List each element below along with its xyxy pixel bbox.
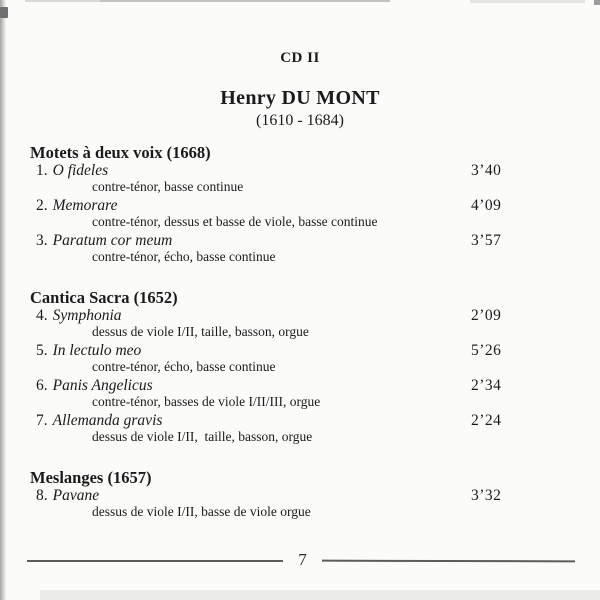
- track-title: Panis Angelicus: [52, 377, 153, 394]
- scan-top-right-mark: [594, 0, 600, 5]
- track-duration: 2’24: [471, 412, 502, 429]
- composer-name: Henry DU MONT: [220, 87, 380, 109]
- section-title: Cantica Sacra (1652): [30, 288, 178, 307]
- track-number: 6.: [36, 377, 48, 394]
- track-row: [30, 307, 572, 339]
- track-number: 2.: [36, 197, 48, 214]
- track-title: Memorare: [52, 197, 118, 214]
- scan-top-edge: [100, 0, 390, 2]
- track-duration: 3’40: [471, 162, 502, 179]
- track-line: [30, 342, 572, 360]
- track-line: [30, 377, 572, 395]
- scan-top-edge: [470, 0, 585, 3]
- track-row: [30, 162, 572, 194]
- track-performers: contre-ténor, dessus et basse de viole, basse continue: [92, 214, 378, 229]
- track-row: [30, 412, 572, 444]
- track-line: [30, 162, 572, 180]
- track-performers: dessus de viole I/II, basse de viole orgue: [92, 504, 311, 519]
- track-line: [30, 307, 572, 325]
- track-duration: 5’26: [471, 342, 502, 359]
- track-title: In lectulo meo: [52, 342, 142, 359]
- footer-rule-right: [322, 560, 575, 563]
- track-title: Pavane: [52, 487, 100, 504]
- track-performers: contre-ténor, basses de viole I/II/III, orgue: [92, 394, 321, 409]
- track-performers: contre-ténor, écho, basse continue: [92, 249, 276, 264]
- scan-corner-mark: [0, 7, 8, 18]
- track-duration: 3’57: [471, 232, 502, 249]
- cd-label: CD II: [280, 50, 320, 66]
- track-title: Paratum cor meum: [52, 232, 173, 249]
- composer-dates: (1610 - 1684): [256, 112, 344, 129]
- track-number: 3.: [36, 232, 48, 249]
- track-performers: contre-ténor, basse continue: [92, 179, 244, 194]
- footer-rule-left: [27, 560, 283, 562]
- track-row: [30, 377, 572, 409]
- track-duration: 4’09: [471, 197, 502, 214]
- track-performers: dessus de viole I/II, taille, basson, orgue: [92, 324, 309, 339]
- track-performers: dessus de viole I/II, taille, basson, orgue: [92, 429, 313, 444]
- track-line: [30, 197, 572, 215]
- track-number: 5.: [36, 342, 48, 359]
- track-title: Symphonia: [52, 307, 122, 324]
- track-row: [30, 487, 572, 519]
- track-number: 1.: [36, 162, 48, 179]
- section: [30, 468, 572, 519]
- scan-bottom-edge: [40, 590, 600, 600]
- page-footer: [0, 548, 600, 578]
- track-duration: 2’09: [471, 307, 502, 324]
- track-row: [30, 232, 572, 264]
- track-list: [30, 143, 572, 522]
- track-title: O fideles: [52, 162, 109, 179]
- section: [30, 143, 572, 264]
- track-line: [30, 232, 572, 250]
- track-row: [30, 197, 572, 229]
- track-row: [30, 342, 572, 374]
- track-line: [30, 487, 572, 505]
- track-line: [30, 412, 572, 430]
- page-header: [0, 50, 600, 130]
- track-number: 7.: [36, 412, 48, 429]
- track-number: 8.: [36, 487, 48, 504]
- page-number: 7: [298, 550, 307, 569]
- section-title: Motets à deux voix (1668): [30, 143, 211, 162]
- section: [30, 288, 572, 444]
- track-performers: contre-ténor, écho, basse continue: [92, 359, 276, 374]
- track-title: Allemanda gravis: [52, 412, 163, 429]
- section-title: Meslanges (1657): [30, 468, 152, 487]
- track-duration: 2’34: [471, 377, 502, 394]
- track-duration: 3’32: [471, 487, 502, 504]
- track-number: 4.: [36, 307, 48, 324]
